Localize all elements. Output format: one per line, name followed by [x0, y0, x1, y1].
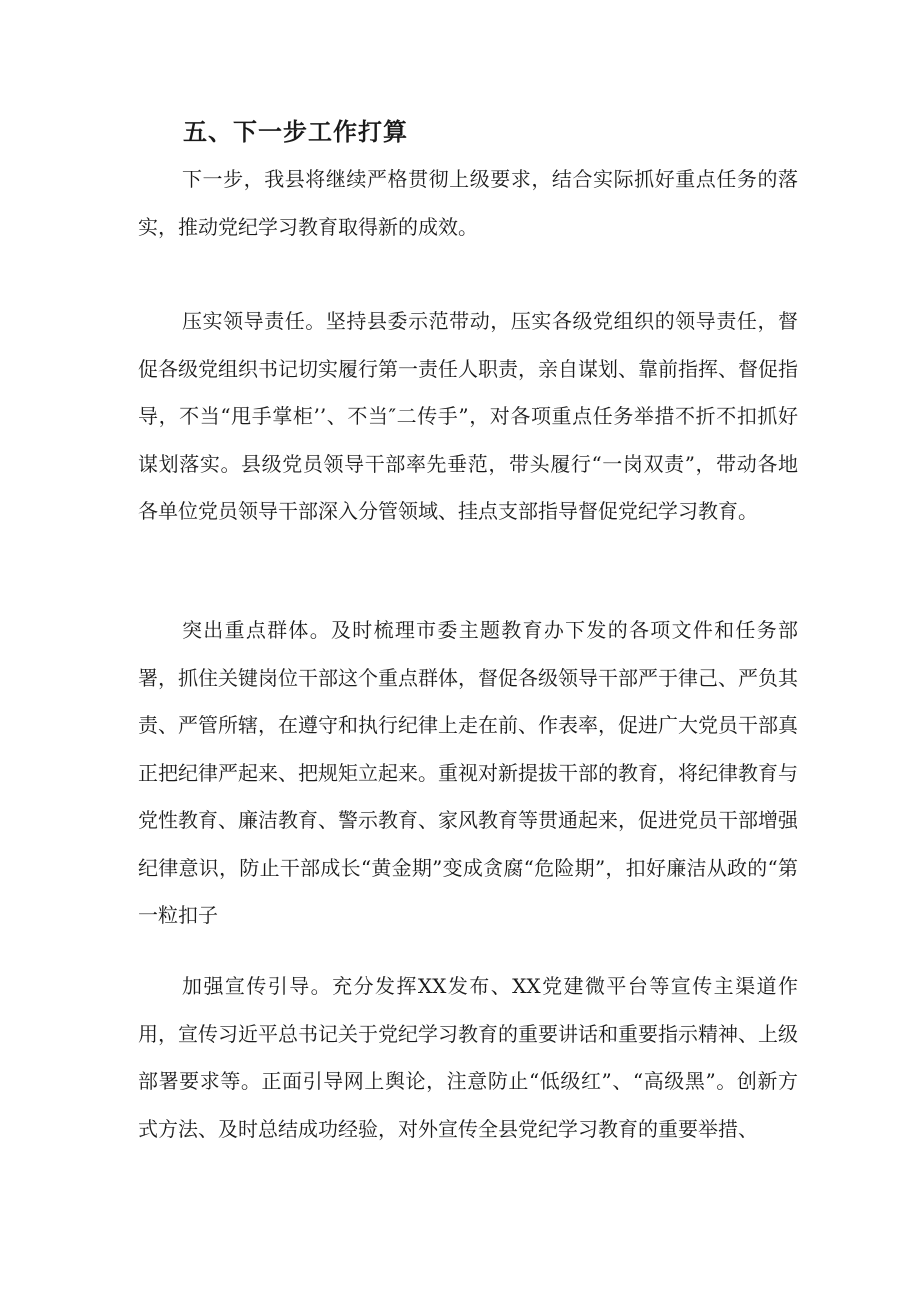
paragraph-next-steps: 下一步，我县将继续严格贯彻上级要求，结合实际抓好重点任务的落实，推动党纪学习教育取得新的成效。	[138, 167, 798, 239]
paragraph-key-groups: 突出重点群体。及时梳理市委主题教育办下发的各项文件和任务部署，抓住关键岗位干部这个重点群体，督促各级领导干部严于律己、严负其责、严管所辖，在遵守和执行纪律上走在前、作表率，促进广大党员干部真正把纪律严起来、把规矩立起来。重视对新提拔干部的教育，将纪律教育与党性教育、廉洁教育、警示教育、家风教育等贯通起来，促进党员干部增强纪律意识，防止干部成长“黄金期”变成贪腐“危险期”，扣好廉洁从政的“第一粒扣子	[138, 618, 798, 927]
paragraph-leadership-responsibility: 压实领导责任。坚持县委示范带动，压实各级党组织的领导责任，督促各级党组织书记切实履行第一责任人职责，亲自谋划、靠前指挥、督促指导，不当“甩手掌柜’’、不当″二传手”，对各项重点任务举措不折不扣抓好谋划落实。县级党员领导干部率先垂范，带头履行“一岗双责”，带动各地各单位党员领导干部深入分管领域、挂点支部指导督促党纪学习教育。	[138, 309, 798, 523]
section-heading: 五、下一步工作打算	[183, 118, 408, 146]
paragraph-publicity-guidance: 加强宣传引导。充分发挥XX发布、XX党建微平台等宣传主渠道作用，宣传习近平总书记关于党纪学习教育的重要讲话和重要指示精神、上级部署要求等。正面引导网上舆论，注意防止“低级红”、“高级黑”。创新方式方法、及时总结成功经验，对外宣传全县党纪学习教育的重要举措、	[138, 974, 798, 1141]
